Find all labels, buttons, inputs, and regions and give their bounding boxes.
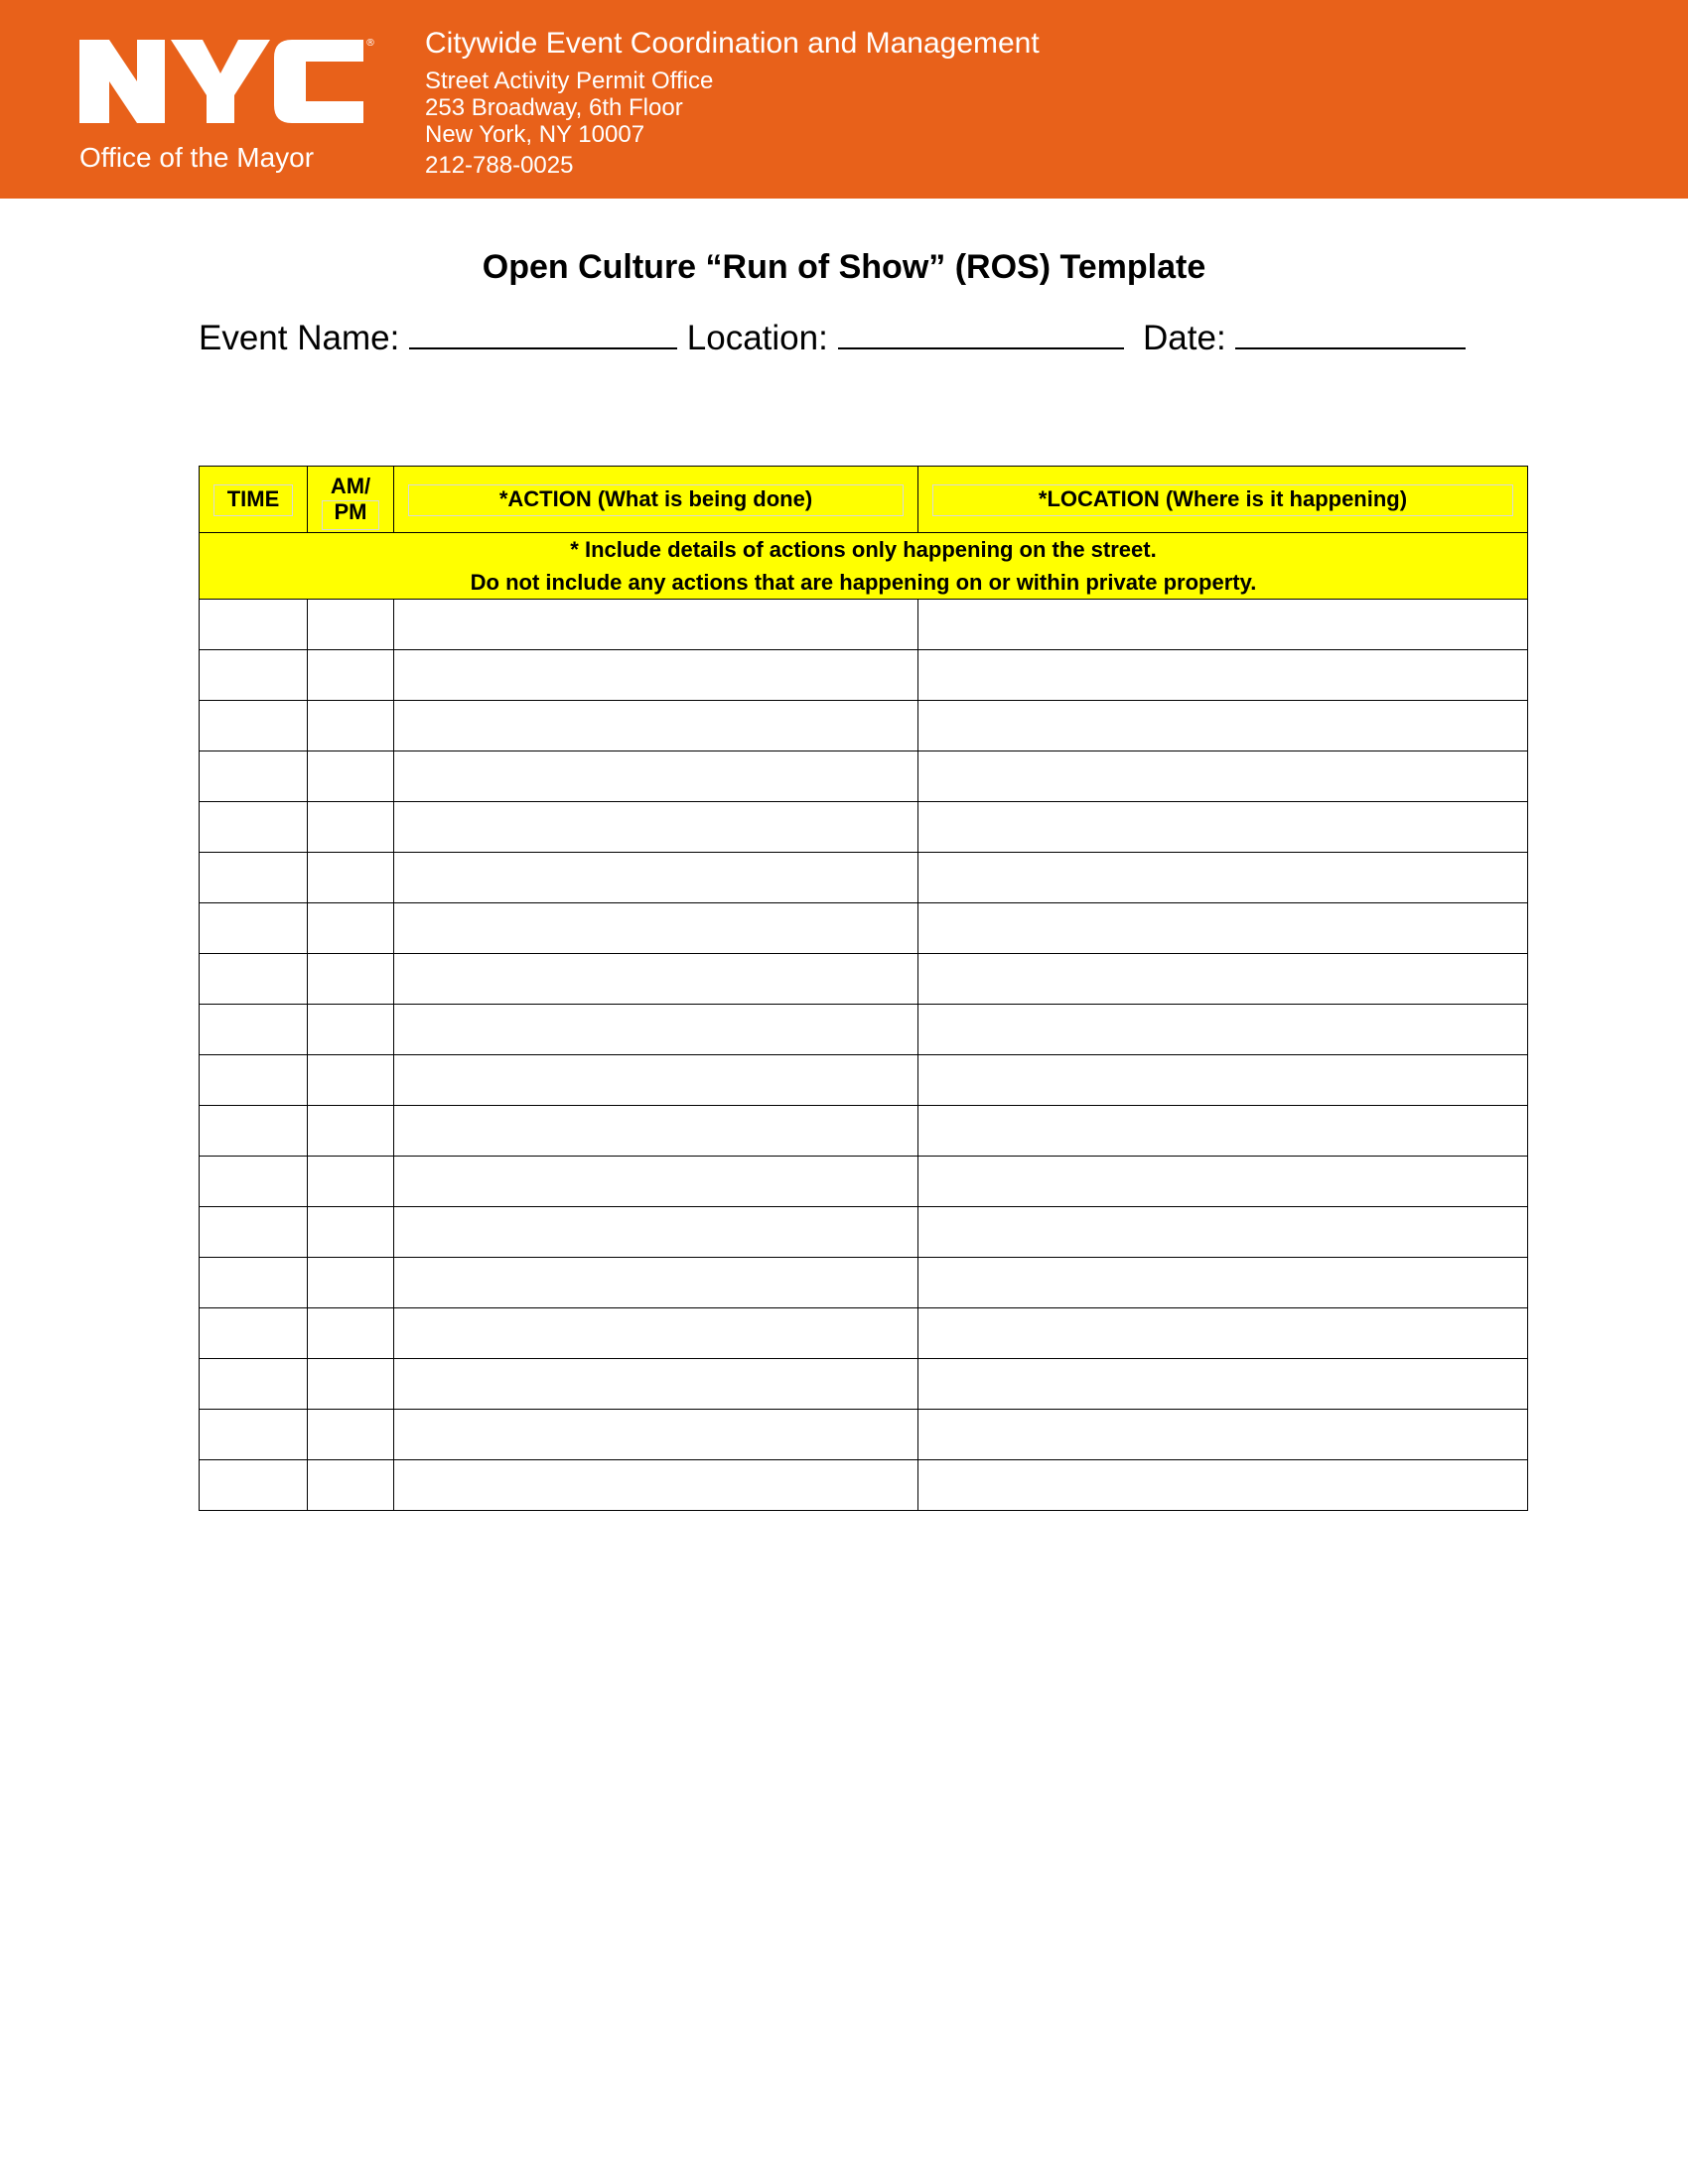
header-time-label: TIME: [226, 486, 280, 511]
time-cell[interactable]: [200, 1157, 308, 1207]
office-city-zip: New York, NY 10007: [425, 121, 645, 148]
ampm-cell[interactable]: [308, 1308, 394, 1359]
action-cell[interactable]: [394, 701, 918, 751]
ampm-cell[interactable]: [308, 1359, 394, 1410]
location-cell[interactable]: [918, 903, 1528, 954]
ampm-cell[interactable]: [308, 701, 394, 751]
time-cell[interactable]: [200, 1359, 308, 1410]
action-cell[interactable]: [394, 1460, 918, 1511]
action-cell[interactable]: [394, 1359, 918, 1410]
action-cell[interactable]: [394, 1410, 918, 1460]
header-action-label: *ACTION (What is being done): [498, 486, 813, 511]
location-cell[interactable]: [918, 1460, 1528, 1511]
note-line-1: * Include details of actions only happening on the street.: [570, 537, 1157, 562]
table-row: [200, 1460, 1528, 1511]
table-row: [200, 1055, 1528, 1106]
table-row: [200, 853, 1528, 903]
table-body: [200, 600, 1528, 1511]
table-row: [200, 1005, 1528, 1055]
action-cell[interactable]: [394, 650, 918, 701]
ampm-cell[interactable]: [308, 1005, 394, 1055]
ampm-cell[interactable]: [308, 1258, 394, 1308]
ampm-cell[interactable]: [308, 1106, 394, 1157]
event-info-line: [199, 316, 1466, 358]
time-cell[interactable]: [200, 1106, 308, 1157]
location-cell[interactable]: [918, 1005, 1528, 1055]
table-row: [200, 903, 1528, 954]
table-row: [200, 751, 1528, 802]
time-cell[interactable]: [200, 751, 308, 802]
table-row: [200, 1258, 1528, 1308]
location-cell[interactable]: [918, 1055, 1528, 1106]
date-label: Date:: [1143, 319, 1226, 357]
location-cell[interactable]: [918, 1258, 1528, 1308]
action-cell[interactable]: [394, 903, 918, 954]
header-ampm-top: AM/: [330, 474, 371, 498]
header-time: [200, 467, 308, 533]
action-cell[interactable]: [394, 1308, 918, 1359]
time-cell[interactable]: [200, 1258, 308, 1308]
ampm-cell[interactable]: [308, 802, 394, 853]
table-note: [200, 533, 1528, 600]
location-cell[interactable]: [918, 701, 1528, 751]
event-name-label: Event Name:: [199, 319, 400, 357]
time-cell[interactable]: [200, 853, 308, 903]
time-cell[interactable]: [200, 903, 308, 954]
action-cell[interactable]: [394, 802, 918, 853]
action-cell[interactable]: [394, 1157, 918, 1207]
ampm-cell[interactable]: [308, 1157, 394, 1207]
table-row: [200, 1410, 1528, 1460]
location-cell[interactable]: [918, 853, 1528, 903]
time-cell[interactable]: [200, 802, 308, 853]
ampm-cell[interactable]: [308, 600, 394, 650]
time-cell[interactable]: [200, 600, 308, 650]
table-row: [200, 1207, 1528, 1258]
nyc-logo-mark: [75, 30, 373, 139]
note-line-2: Do not include any actions that are happening on or within private property.: [470, 570, 1257, 595]
logo-caption: Office of the Mayor: [79, 142, 315, 173]
action-cell[interactable]: [394, 600, 918, 650]
ampm-cell[interactable]: [308, 1410, 394, 1460]
date-field[interactable]: [1235, 316, 1466, 349]
location-cell[interactable]: [918, 802, 1528, 853]
location-cell[interactable]: [918, 1157, 1528, 1207]
time-cell[interactable]: [200, 1460, 308, 1511]
action-cell[interactable]: [394, 1055, 918, 1106]
run-of-show-table: [199, 466, 1528, 1511]
location-cell[interactable]: [918, 751, 1528, 802]
header-location-label: *LOCATION (Where is it happening): [1038, 486, 1408, 511]
location-cell[interactable]: [918, 1207, 1528, 1258]
header-action: [394, 467, 918, 533]
time-cell[interactable]: [200, 1005, 308, 1055]
document-title: Open Culture “Run of Show” (ROS) Template: [482, 248, 1206, 286]
time-cell[interactable]: [200, 701, 308, 751]
table-note-row: [200, 533, 1528, 600]
location-label: Location:: [686, 319, 828, 357]
table-row: [200, 954, 1528, 1005]
time-cell[interactable]: [200, 1308, 308, 1359]
action-cell[interactable]: [394, 1106, 918, 1157]
location-field[interactable]: [838, 316, 1124, 349]
event-name-field[interactable]: [409, 316, 677, 349]
office-street-address: 253 Broadway, 6th Floor: [425, 94, 683, 121]
location-cell[interactable]: [918, 600, 1528, 650]
office-info: [425, 26, 1040, 179]
table-row: [200, 600, 1528, 650]
ampm-cell[interactable]: [308, 650, 394, 701]
nyc-logo: [75, 30, 373, 179]
location-cell[interactable]: [918, 954, 1528, 1005]
location-cell[interactable]: [918, 1410, 1528, 1460]
header-location: [918, 467, 1528, 533]
ampm-cell[interactable]: [308, 903, 394, 954]
action-cell[interactable]: [394, 1207, 918, 1258]
table-row: [200, 802, 1528, 853]
table-row: [200, 1359, 1528, 1410]
time-cell[interactable]: [200, 650, 308, 701]
table-row: [200, 1157, 1528, 1207]
header-banner: [0, 0, 1688, 199]
svg-text:®: ®: [365, 38, 375, 49]
table-header-row: [200, 467, 1528, 533]
office-name: Street Activity Permit Office: [425, 68, 714, 94]
office-title: Citywide Event Coordination and Management: [425, 27, 1040, 60]
ampm-cell[interactable]: [308, 1055, 394, 1106]
time-cell[interactable]: [200, 954, 308, 1005]
header-ampm-bottom: PM: [334, 499, 367, 524]
location-cell[interactable]: [918, 1359, 1528, 1410]
table-row: [200, 650, 1528, 701]
location-cell[interactable]: [918, 1106, 1528, 1157]
action-cell[interactable]: [394, 853, 918, 903]
action-cell[interactable]: [394, 1258, 918, 1308]
time-cell[interactable]: [200, 1207, 308, 1258]
table-row: [200, 1106, 1528, 1157]
ampm-cell[interactable]: [308, 751, 394, 802]
location-cell[interactable]: [918, 1308, 1528, 1359]
office-phone: 212-788-0025: [425, 152, 574, 179]
action-cell[interactable]: [394, 751, 918, 802]
location-cell[interactable]: [918, 650, 1528, 701]
table-row: [200, 1308, 1528, 1359]
time-cell[interactable]: [200, 1410, 308, 1460]
ampm-cell[interactable]: [308, 853, 394, 903]
header-ampm: [308, 467, 394, 533]
table-row: [200, 701, 1528, 751]
ampm-cell[interactable]: [308, 1460, 394, 1511]
ampm-cell[interactable]: [308, 1207, 394, 1258]
action-cell[interactable]: [394, 1005, 918, 1055]
time-cell[interactable]: [200, 1055, 308, 1106]
ampm-cell[interactable]: [308, 954, 394, 1005]
action-cell[interactable]: [394, 954, 918, 1005]
